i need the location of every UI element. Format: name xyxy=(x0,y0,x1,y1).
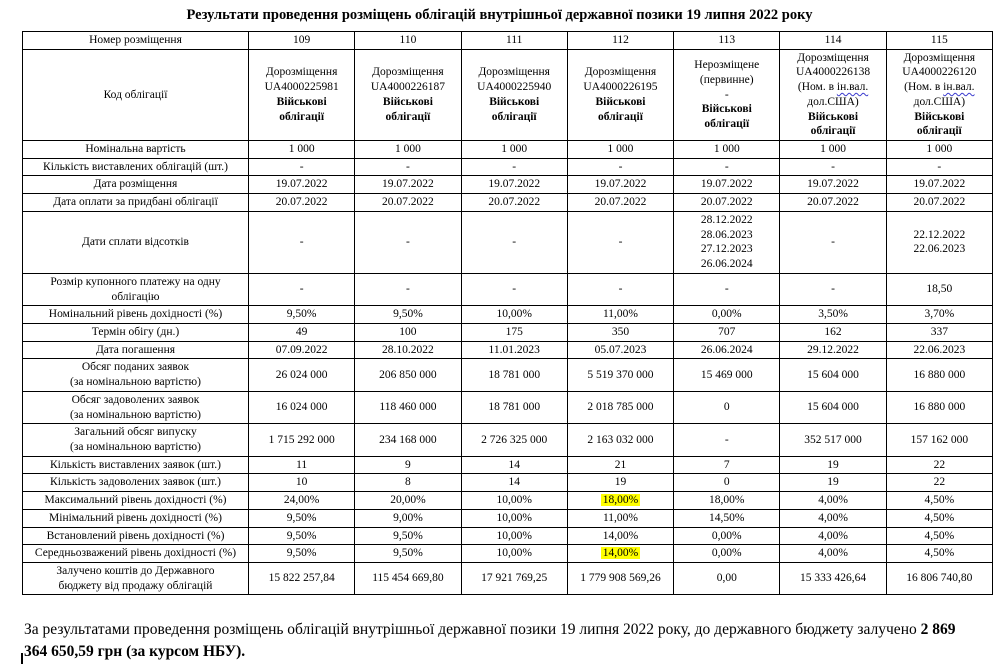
value-cell: - xyxy=(780,211,886,273)
summary-text: За результатами проведення розміщень облігацій внутрішньої державної позики 19 липня 2022 року, до державного бюджету залучено xyxy=(24,621,921,639)
value-cell: 10,00% xyxy=(461,492,567,510)
row-label xyxy=(23,391,249,423)
value-cell: 0,00% xyxy=(674,306,780,324)
bond-code-line: Нерозміщене xyxy=(694,59,760,72)
value-cell: 29.12.2022 xyxy=(780,341,886,359)
value-cell: 175 xyxy=(461,323,567,341)
table-row xyxy=(23,563,993,595)
value-cell: 4,50% xyxy=(886,492,992,510)
value-cell: 11,00% xyxy=(567,509,673,527)
value-cell: 10,00% xyxy=(461,545,567,563)
bond-code-cell xyxy=(780,49,886,140)
value-cell: 118 460 000 xyxy=(355,391,461,423)
value-cell: 16 806 740,80 xyxy=(886,563,992,595)
table-row xyxy=(23,341,993,359)
placement-number-cell: 109 xyxy=(249,32,355,50)
table-row xyxy=(23,273,993,305)
bond-code-line: UA4000225981 xyxy=(264,81,339,94)
value-cell: 337 xyxy=(886,323,992,341)
row-label: Номер розміщення xyxy=(23,32,249,50)
bond-type-line: Військові xyxy=(489,95,540,108)
row-label xyxy=(23,273,249,305)
row-label: Мінімальний рівень дохідності (%) xyxy=(23,509,249,527)
value-cell: 18,00% xyxy=(674,492,780,510)
value-cell: 19.07.2022 xyxy=(461,176,567,194)
table-row xyxy=(23,194,993,212)
value-cell: 9,50% xyxy=(355,545,461,563)
value-cell: 1 000 xyxy=(886,141,992,159)
row-label: Дата погашення xyxy=(23,341,249,359)
row-label: Дата розміщення xyxy=(23,176,249,194)
value-cell: 8 xyxy=(355,474,461,492)
row-label-line: (за номінальною вартістю) xyxy=(70,408,201,421)
table-row xyxy=(23,509,993,527)
row-label-line: (за номінальною вартістю) xyxy=(70,376,201,389)
table-row xyxy=(23,323,993,341)
value-cell: 14,50% xyxy=(674,509,780,527)
row-label: Дати сплати відсотків xyxy=(23,211,249,273)
bond-code-line: UA4000226195 xyxy=(583,81,658,94)
value-cell: 115 454 669,80 xyxy=(355,563,461,595)
value-cell: 1 000 xyxy=(780,141,886,159)
value-cell: 20.07.2022 xyxy=(674,194,780,212)
bond-type-line: Військові xyxy=(701,103,752,116)
value-cell: 19 xyxy=(780,474,886,492)
bond-code-line: Дорозміщення xyxy=(797,51,869,64)
row-label: Дата оплати за придбані облігації xyxy=(23,194,249,212)
value-cell: - xyxy=(886,158,992,176)
value-cell: 350 xyxy=(567,323,673,341)
value-cell: 17 921 769,25 xyxy=(461,563,567,595)
value-cell: - xyxy=(355,273,461,305)
value-cell: 22 xyxy=(886,474,992,492)
bond-type-line: Військові xyxy=(382,95,433,108)
value-cell: 3,50% xyxy=(780,306,886,324)
value-cell: 2 726 325 000 xyxy=(461,424,567,456)
value-cell: - xyxy=(674,424,780,456)
value-cell: 10 xyxy=(249,474,355,492)
placement-number-cell: 113 xyxy=(674,32,780,50)
value-cell: 9,50% xyxy=(249,527,355,545)
table-row xyxy=(23,141,993,159)
value-cell: 18,50 xyxy=(886,273,992,305)
value-cell: 15 604 000 xyxy=(780,391,886,423)
table-row xyxy=(23,391,993,423)
value-cell: 4,00% xyxy=(780,492,886,510)
row-label: Встановлений рівень дохідності (%) xyxy=(23,527,249,545)
row-label: Максимальний рівень дохідності (%) xyxy=(23,492,249,510)
bond-type-line: облігації xyxy=(385,110,431,123)
placement-number-cell: 115 xyxy=(886,32,992,50)
row-label: Кількість виставлених облігацій (шт.) xyxy=(23,158,249,176)
value-cell: 206 850 000 xyxy=(355,359,461,391)
row-label xyxy=(23,424,249,456)
value-cell: 7 xyxy=(674,456,780,474)
value-cell: 21 xyxy=(567,456,673,474)
value-cell: - xyxy=(355,158,461,176)
table-header-row xyxy=(23,32,993,50)
value-cell xyxy=(674,211,780,273)
value-cell: 19.07.2022 xyxy=(780,176,886,194)
value-cell: 11.01.2023 xyxy=(461,341,567,359)
bond-code-line: UA4000226187 xyxy=(370,81,445,94)
value-cell: 11,00% xyxy=(567,306,673,324)
value-cell: - xyxy=(355,211,461,273)
placement-number-cell: 114 xyxy=(780,32,886,50)
value-cell: 162 xyxy=(780,323,886,341)
value-cell: 49 xyxy=(249,323,355,341)
bond-code-cell xyxy=(355,49,461,140)
table-row xyxy=(23,306,993,324)
row-label-line: Залучено коштів до Державного xyxy=(56,565,215,577)
bond-code-line: дол.США) xyxy=(807,95,859,108)
highlighted-value: 18,00% xyxy=(602,494,639,507)
bond-type-line: облігації xyxy=(704,117,750,130)
value-cell: 26.06.2024 xyxy=(674,341,780,359)
bond-code-line: (первинне) xyxy=(699,73,754,86)
table-row xyxy=(23,359,993,391)
table-row xyxy=(23,474,993,492)
value-cell: 4,00% xyxy=(780,545,886,563)
value-cell: - xyxy=(461,273,567,305)
table-row xyxy=(23,545,993,563)
value-cell xyxy=(886,211,992,273)
value-cell: 07.09.2022 xyxy=(249,341,355,359)
bond-code-line: UA4000226120 xyxy=(902,66,977,79)
value-cell: 1 000 xyxy=(461,141,567,159)
bond-code-line: Дорозміщення xyxy=(372,66,444,79)
bond-code-cell xyxy=(461,49,567,140)
row-label-line: облігацію xyxy=(111,290,160,303)
value-cell: 1 000 xyxy=(355,141,461,159)
value-cell: 0,00% xyxy=(674,527,780,545)
value-line: 26.06.2024 xyxy=(700,258,753,271)
bond-code-cell xyxy=(567,49,673,140)
bond-type-line: Військові xyxy=(914,110,965,123)
value-cell: 9,50% xyxy=(249,545,355,563)
value-cell: 18 781 000 xyxy=(461,391,567,423)
value-cell: - xyxy=(461,158,567,176)
value-cell: 11 xyxy=(249,456,355,474)
value-cell: 0 xyxy=(674,474,780,492)
value-line: 28.12.2022 xyxy=(700,213,753,226)
value-cell: 2 018 785 000 xyxy=(567,391,673,423)
bond-code-line: дол.США) xyxy=(913,95,966,108)
value-cell: 0,00 xyxy=(674,563,780,595)
value-cell: 20.07.2022 xyxy=(886,194,992,212)
value-cell: 1 779 908 569,26 xyxy=(567,563,673,595)
value-cell: 15 469 000 xyxy=(674,359,780,391)
bond-code-line: Дорозміщення xyxy=(903,51,976,64)
value-cell: 10,00% xyxy=(461,509,567,527)
row-label-line: Загальний обсяг випуску xyxy=(74,426,197,439)
row-label-line: Обсяг поданих заявок xyxy=(81,361,190,374)
value-cell: 24,00% xyxy=(249,492,355,510)
placement-number-cell: 112 xyxy=(567,32,673,50)
table-row xyxy=(23,492,993,510)
bond-code-cell xyxy=(886,49,992,140)
table-row xyxy=(23,211,993,273)
value-cell: 352 517 000 xyxy=(780,424,886,456)
value-line: 22.12.2022 xyxy=(913,228,966,241)
value-cell: 707 xyxy=(674,323,780,341)
value-cell: 20.07.2022 xyxy=(780,194,886,212)
table-row xyxy=(23,456,993,474)
highlighted-value: 14,00% xyxy=(602,547,639,560)
row-label-line: бюджету від продажу облігацій xyxy=(58,579,213,592)
misspelling-wavy-underline: ін.вал. xyxy=(836,81,869,94)
value-cell: 26 024 000 xyxy=(249,359,355,391)
table-row xyxy=(23,424,993,456)
row-label xyxy=(23,359,249,391)
bond-type-line: Військові xyxy=(276,95,327,108)
value-cell: 234 168 000 xyxy=(355,424,461,456)
value-cell: - xyxy=(674,273,780,305)
value-cell: 0,00% xyxy=(674,545,780,563)
value-cell: - xyxy=(249,158,355,176)
value-cell: 15 822 257,84 xyxy=(249,563,355,595)
value-cell: - xyxy=(567,273,673,305)
value-cell: 4,00% xyxy=(780,509,886,527)
value-cell xyxy=(567,545,673,563)
bond-code-line: (Ном. в ін.вал. xyxy=(904,81,975,94)
bond-code-cell xyxy=(249,49,355,140)
value-cell: 15 333 426,64 xyxy=(780,563,886,595)
table-row xyxy=(23,158,993,176)
value-cell: 20.07.2022 xyxy=(567,194,673,212)
bond-code-cell xyxy=(674,49,780,140)
bond-code-line: Дорозміщення xyxy=(584,66,657,79)
value-cell: 05.07.2023 xyxy=(567,341,673,359)
row-label xyxy=(23,563,249,595)
value-cell: 9,00% xyxy=(355,509,461,527)
value-cell: - xyxy=(567,211,673,273)
bond-type-line: облігації xyxy=(598,110,643,123)
value-cell: - xyxy=(780,158,886,176)
value-cell: 1 000 xyxy=(249,141,355,159)
row-label: Номінальна вартість xyxy=(23,141,249,159)
value-cell: 9,50% xyxy=(249,509,355,527)
value-cell: 1 715 292 000 xyxy=(249,424,355,456)
value-cell: - xyxy=(249,273,355,305)
results-table-body xyxy=(23,32,993,595)
bond-type-line: Військові xyxy=(808,110,859,123)
value-cell: - xyxy=(567,158,673,176)
value-line: 22.06.2023 xyxy=(913,243,966,256)
misspelling-wavy-underline: ін.вал. xyxy=(943,81,975,94)
value-cell: 19.07.2022 xyxy=(567,176,673,194)
row-label: Кількість задоволених заявок (шт.) xyxy=(23,474,249,492)
row-label: Термін обігу (дн.) xyxy=(23,323,249,341)
value-cell: 1 000 xyxy=(674,141,780,159)
row-label: Середньозважений рівень дохідності (%) xyxy=(23,545,249,563)
row-label: Номінальний рівень дохідності (%) xyxy=(23,306,249,324)
value-cell xyxy=(567,492,673,510)
value-cell: 10,00% xyxy=(461,527,567,545)
table-row xyxy=(23,527,993,545)
row-label: Кількість виставлених заявок (шт.) xyxy=(23,456,249,474)
value-cell: 0 xyxy=(674,391,780,423)
bond-code-line: UA4000226138 xyxy=(795,66,871,79)
value-cell: - xyxy=(461,211,567,273)
bond-code-line: - xyxy=(724,88,729,101)
value-line: 28.06.2023 xyxy=(700,228,753,241)
table-row xyxy=(23,176,993,194)
summary-paragraph xyxy=(24,619,972,662)
bond-code-line: Дорозміщення xyxy=(265,66,338,79)
value-cell: 22 xyxy=(886,456,992,474)
value-cell: 9,50% xyxy=(355,527,461,545)
value-cell: 16 024 000 xyxy=(249,391,355,423)
value-cell: 4,50% xyxy=(886,509,992,527)
value-cell: 14,00% xyxy=(567,527,673,545)
bond-code-row xyxy=(23,49,993,140)
bond-type-line: облігації xyxy=(810,125,856,138)
placement-number-cell: 110 xyxy=(355,32,461,50)
value-cell: 19.07.2022 xyxy=(674,176,780,194)
value-cell: 9,50% xyxy=(355,306,461,324)
value-cell: 14 xyxy=(461,456,567,474)
value-cell: - xyxy=(249,211,355,273)
value-cell: 19.07.2022 xyxy=(249,176,355,194)
value-cell: 5 519 370 000 xyxy=(567,359,673,391)
value-cell: 10,00% xyxy=(461,306,567,324)
value-cell: 15 604 000 xyxy=(780,359,886,391)
value-cell: 4,50% xyxy=(886,545,992,563)
placement-number-cell: 111 xyxy=(461,32,567,50)
value-cell: 14 xyxy=(461,474,567,492)
value-cell: 2 163 032 000 xyxy=(567,424,673,456)
bond-type-line: облігації xyxy=(491,110,537,123)
row-label: Код облігації xyxy=(23,49,249,140)
results-table xyxy=(22,31,993,595)
value-cell: 157 162 000 xyxy=(886,424,992,456)
value-cell: 22.06.2023 xyxy=(886,341,992,359)
row-label-line: Розмір купонного платежу на одну xyxy=(50,275,221,288)
row-label-line: (за номінальною вартістю) xyxy=(70,440,201,453)
value-cell: 20.07.2022 xyxy=(461,194,567,212)
document-title: Результати проведення розміщень облігацій внутрішньої державної позики 19 липня 2022 року xyxy=(186,7,813,23)
value-cell: - xyxy=(674,158,780,176)
text-cursor xyxy=(21,653,23,664)
value-cell: 16 880 000 xyxy=(886,391,992,423)
value-cell: 20.07.2022 xyxy=(249,194,355,212)
value-cell: 28.10.2022 xyxy=(355,341,461,359)
row-label-line: Обсяг задоволених заявок xyxy=(71,393,200,406)
value-line: 27.12.2023 xyxy=(700,243,753,256)
value-cell: - xyxy=(780,273,886,305)
bond-type-line: Військові xyxy=(595,95,646,108)
value-cell: 19.07.2022 xyxy=(886,176,992,194)
value-cell: 19.07.2022 xyxy=(355,176,461,194)
value-cell: 9 xyxy=(355,456,461,474)
value-cell: 19 xyxy=(567,474,673,492)
bond-code-line: Дорозміщення xyxy=(478,66,550,79)
value-cell: 4,00% xyxy=(780,527,886,545)
bond-code-line: UA4000225940 xyxy=(477,81,552,94)
value-cell: 20.07.2022 xyxy=(355,194,461,212)
value-cell: 18 781 000 xyxy=(461,359,567,391)
value-cell: 16 880 000 xyxy=(886,359,992,391)
value-cell: 100 xyxy=(355,323,461,341)
bond-type-line: облігації xyxy=(279,110,325,123)
value-cell: 4,50% xyxy=(886,527,992,545)
value-cell: 20,00% xyxy=(355,492,461,510)
summary-total-amount: 2 869 364 650,59 грн (за курсом НБУ). xyxy=(24,621,956,661)
value-cell: 3,70% xyxy=(886,306,992,324)
value-cell: 1 000 xyxy=(567,141,673,159)
bond-type-line: облігації xyxy=(916,125,962,138)
value-cell: 9,50% xyxy=(249,306,355,324)
value-cell: 19 xyxy=(780,456,886,474)
bond-code-line: (Ном. в ін.вал. xyxy=(797,81,869,94)
